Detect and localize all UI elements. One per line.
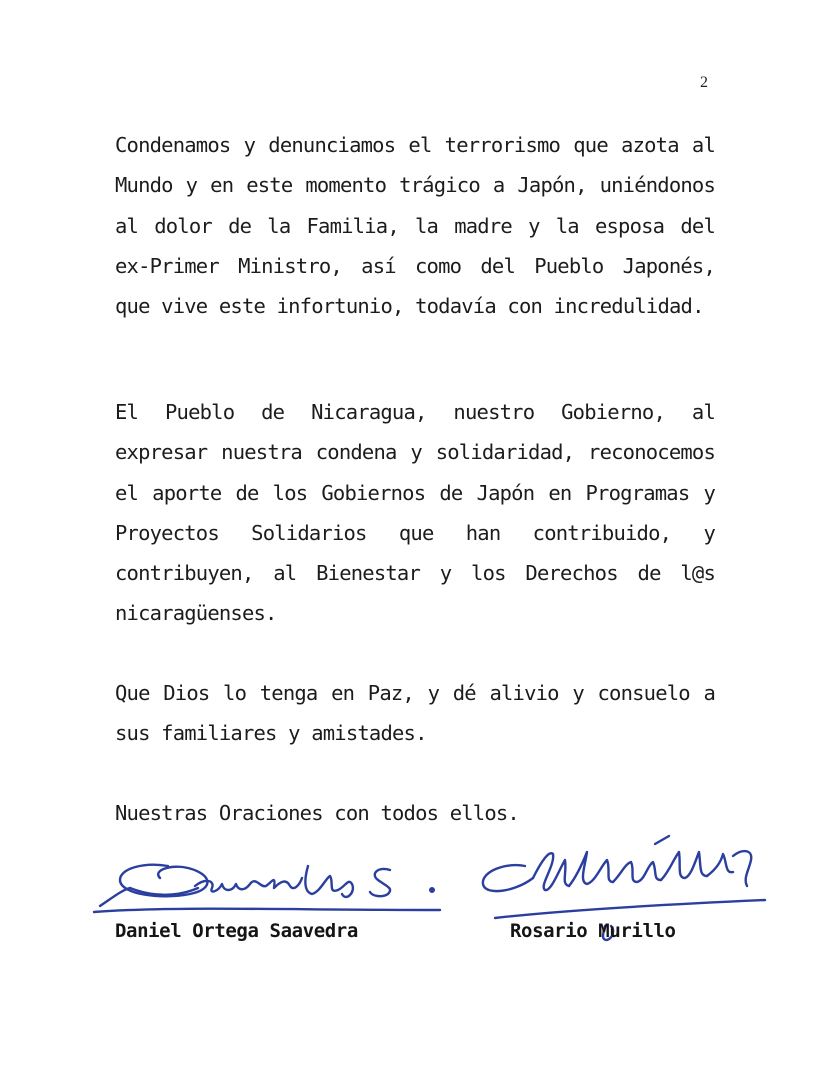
signature-ortega bbox=[90, 848, 450, 923]
paragraph-condemnation: Condenamos y denunciamos el terrorismo que azota al Mundo y en este momento trágico a Japón, uniéndonos al dolor de la Familia, la madre y la esposa del ex-Primer Ministro, así como del Pueblo Japonés, que vive este infortunio, todavía con incredulidad. bbox=[115, 133, 715, 319]
signatory-name-murillo: Rosario Murillo bbox=[510, 920, 676, 942]
paragraph-solidarity: El Pueblo de Nicaragua, nuestro Gobierno, al expresar nuestra condena y solidaridad, reconocemos el aporte de los Gobiernos de Japón en Programas y Proyectos Solidarios que han contribuido, y contribuyen, al Bienestar y los Derechos de l@s nicaragüenses. bbox=[115, 400, 715, 626]
paragraph-prayers: Nuestras Oraciones con todos ellos. bbox=[115, 801, 519, 825]
page-number: 2 bbox=[700, 74, 708, 91]
signatory-name-ortega: Daniel Ortega Saavedra bbox=[115, 920, 358, 942]
paragraph-blessing: Que Dios lo tenga en Paz, y dé alivio y consuelo a sus familiares y amistades. bbox=[115, 681, 715, 746]
